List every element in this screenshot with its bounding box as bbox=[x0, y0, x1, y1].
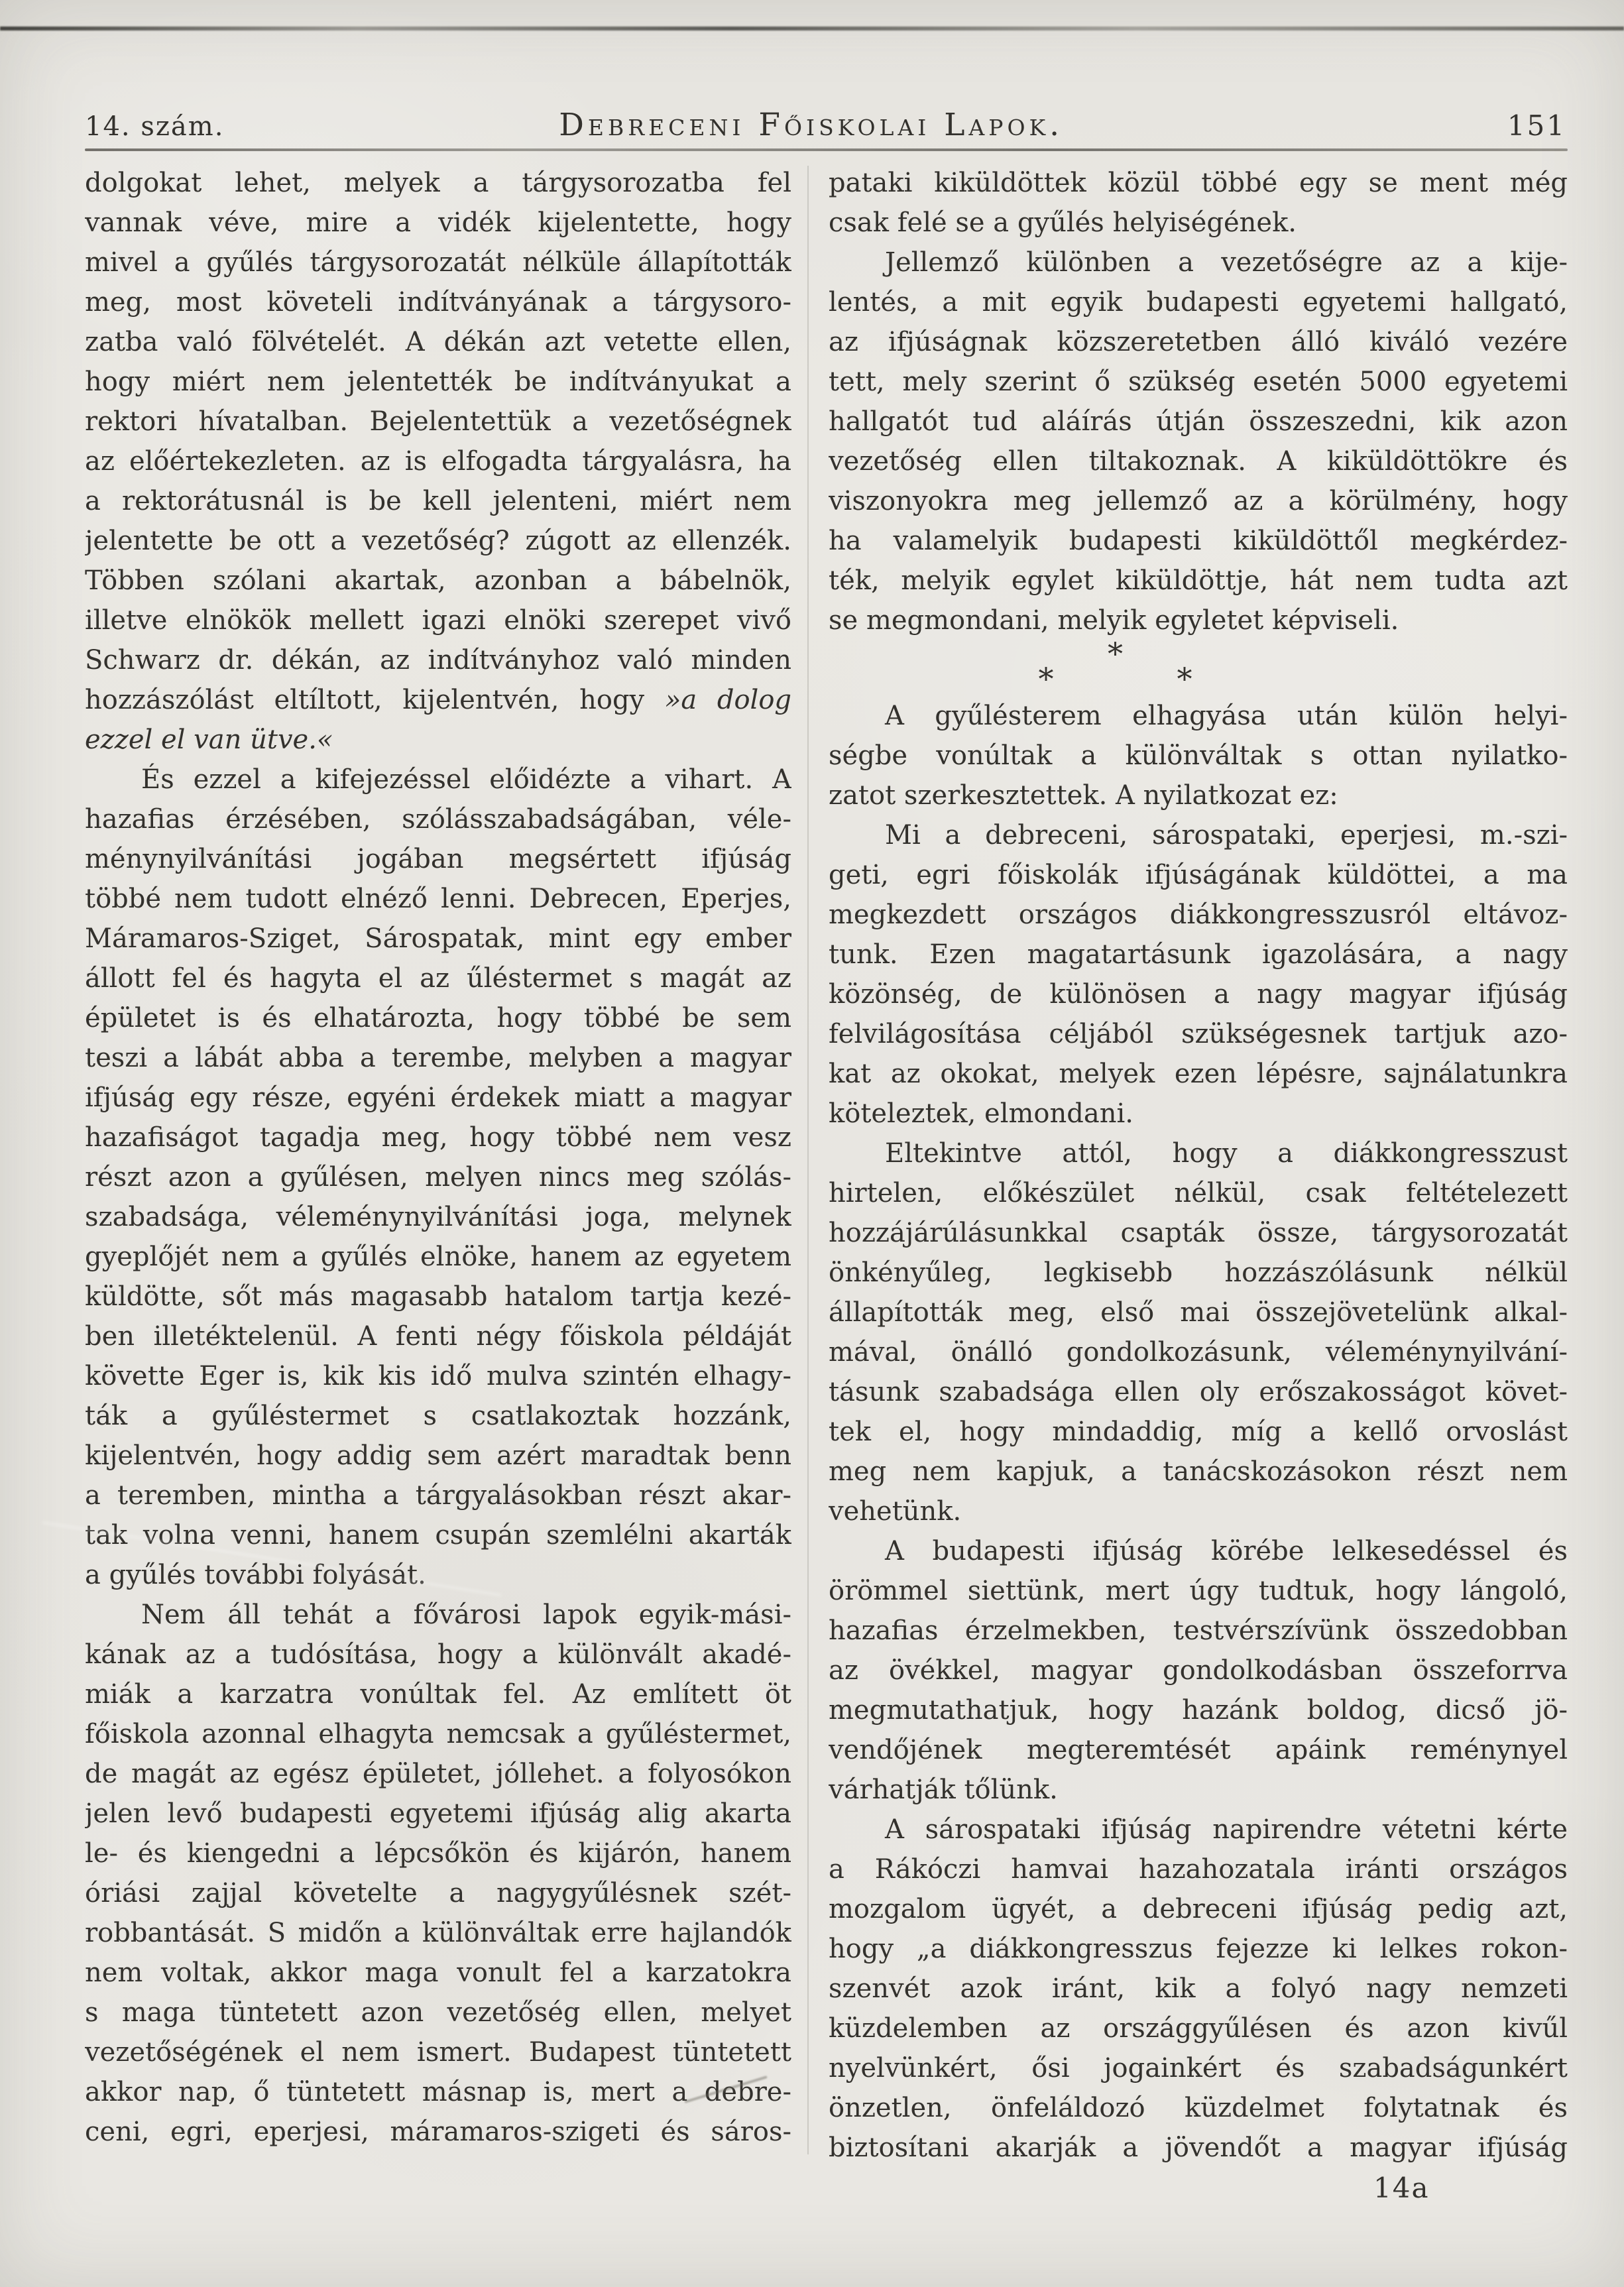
text-line: önzetlen, önfeláldozó küzdelmet folytatnak és bbox=[829, 2093, 1568, 2123]
text-line: óriási zajjal követelte a nagygyűlésnek szét- bbox=[85, 1878, 791, 1908]
text-line: többé nem tudott elnéző lenni. Debrecen, Eperjes, bbox=[85, 884, 791, 914]
text-line: kat az okokat, melyek ezen lépésre, sajnálatunkra bbox=[829, 1059, 1568, 1089]
text-line: Máramaros-Sziget, Sárospatak, mint egy ember bbox=[85, 923, 791, 954]
text-line: az övékkel, magyar gondolkodásban összeforrva bbox=[829, 1655, 1568, 1686]
text-line: akkor nap, ő tüntetett másnap is, mert a debre- bbox=[85, 2077, 791, 2107]
text-line: zatot szerkesztettek. A nyilatkozat ez: bbox=[829, 780, 1338, 811]
text-line: állott fel és hagyta el az űléstermet s magát az bbox=[85, 963, 791, 994]
text-line: lentés, a mit egyik budapesti egyetemi hallgató, bbox=[829, 287, 1568, 318]
text-line: megmutathatjuk, hogy hazánk boldog, dicső jö- bbox=[829, 1695, 1568, 1726]
text-line: hozzájárúlásunkkal csapták össze, tárgysorozatát bbox=[829, 1218, 1568, 1248]
text-line: mával, önálló gondolkozásunk, véleménynyilvání- bbox=[829, 1337, 1568, 1368]
text-line: küzdelemben az országgyűlésen és azon kivűl bbox=[829, 2013, 1568, 2044]
text-line: követte Eger is, kik kis idő mulva szintén elhagy- bbox=[85, 1361, 791, 1391]
text-line: vehetünk. bbox=[829, 1496, 962, 1527]
text-line: meg nem kapjuk, a tanácskozásokon részt nem bbox=[829, 1456, 1568, 1487]
text-line: gyeplőjét nem a gyűlés elnöke, hanem az egyetem bbox=[85, 1242, 791, 1272]
text-line: csak felé se a gyűlés helyiségének. bbox=[829, 207, 1297, 238]
text-line: a teremben, mintha a tárgyalásokban részt akar- bbox=[85, 1480, 791, 1511]
text-line: szenvét azok iránt, kik a folyó nagy nemzeti bbox=[829, 1973, 1568, 2004]
text-line: mozgalom ügyét, a debreceni ifjúság pedig azt, bbox=[829, 1894, 1568, 1924]
text-line: kának az a tudósítása, hogy a különvált akadé- bbox=[85, 1639, 791, 1670]
text-line: miák a karzatra vonúltak fel. Az említett öt bbox=[85, 1679, 791, 1710]
text-line: tek el, hogy mindaddig, míg a kellő orvoslást bbox=[829, 1417, 1568, 1447]
text-line: hirtelen, előkészület nélkül, csak feltételezett bbox=[829, 1178, 1568, 1208]
text-line: illetve elnökök mellett igazi elnöki szerepet vivő bbox=[85, 605, 791, 636]
page-number: 151 bbox=[1507, 109, 1566, 142]
text-line: tásunk szabadsága ellen oly erőszakosságot követ- bbox=[829, 1377, 1568, 1407]
text-line: tunk. Ezen magatartásunk igazolására, a nagy bbox=[829, 939, 1568, 970]
text-line: ifjúság egy része, egyéni érdekek miatt a magyar bbox=[85, 1083, 791, 1113]
text-line: megkezdett országos diákkongresszusról eltávoz- bbox=[829, 900, 1568, 930]
text-line: Többen szólani akartak, azonban a bábelnök, bbox=[85, 565, 791, 596]
text-line: dolgokat lehet, melyek a tárgysorozatba fel bbox=[85, 168, 791, 198]
text-line: közönség, de különösen a nagy magyar ifjúság bbox=[829, 979, 1568, 1010]
text-line: a Rákóczi hamvai hazahozatala iránti országos bbox=[829, 1854, 1568, 1885]
text-line: ha valamelyik budapesti kiküldöttől megkérdez- bbox=[829, 526, 1568, 556]
text-line: köteleztek, elmondani. bbox=[829, 1098, 1133, 1129]
text-line: Mi a debreceni, sárospataki, eperjesi, m.-szi- bbox=[885, 820, 1568, 850]
text-line: A sárospataki ifjúság napirendre vétetni kérte bbox=[885, 1814, 1568, 1845]
text-line: hazafias érzelmekben, testvérszívünk összedobban bbox=[829, 1615, 1568, 1646]
text-line: ségbe vonúltak a különváltak s ottan nyilatko- bbox=[829, 740, 1568, 771]
asterism-separator: * * * bbox=[1038, 636, 1192, 697]
text-line: tett, mely szerint ő szükség esetén 5000 egyetemi bbox=[829, 367, 1568, 397]
text-line: s maga tüntetett azon vezetőség ellen, melyet bbox=[85, 1997, 791, 2028]
article-body bbox=[85, 163, 1568, 2209]
text-line: a rektorátusnál is be kell jelenteni, miért nem bbox=[85, 486, 791, 516]
text-line: hozzászólást eltíltott, kijelentvén, hogy »a dolog bbox=[85, 685, 791, 715]
text-line: robbantását. S midőn a különváltak erre hajlandók bbox=[85, 1918, 791, 1948]
text-line: hazafiságot tagadja meg, hogy többé nem vesz bbox=[85, 1122, 791, 1153]
text-line: vezetőség ellen tiltakoznak. A kiküldöttökre és bbox=[829, 446, 1568, 477]
text-line: épületet is és elhatározta, hogy többé be sem bbox=[85, 1003, 791, 1033]
text-line: le- és kiengedni a lépcsőkön és kijárón, hanem bbox=[85, 1838, 791, 1869]
text-line: a gyűlés további folyását. bbox=[85, 1560, 426, 1590]
text-line: állapították meg, első mai összejövetelünk alkal- bbox=[829, 1297, 1568, 1328]
text-line: hazafias érzésében, szólásszabadságában, véle- bbox=[85, 804, 791, 835]
text-line: az előértekezleten. az is elfogadta tárgyalásra, ha bbox=[85, 446, 791, 477]
text-line: hogy „a diákkongresszus fejezze ki lelkes rokon- bbox=[829, 1934, 1568, 1964]
text-line: ték, melyik egylet kiküldöttje, hát nem tudta azt bbox=[829, 565, 1568, 596]
text-line: jelen levő budapesti egyetemi ifjúság alig akarta bbox=[85, 1798, 791, 1829]
text-line: se megmondani, melyik egyletet képviseli. bbox=[829, 605, 1399, 636]
left-column bbox=[85, 163, 791, 2209]
text-line: És ezzel a kifejezéssel előidézte a vihart. A bbox=[141, 764, 791, 795]
text-line: szabadsága, véleménynyilvánítási joga, melynek bbox=[85, 1202, 791, 1232]
text-line: kijelentvén, hogy addig sem azért maradtak benn bbox=[85, 1440, 791, 1471]
text-line: de magát az egész épületet, jóllehet. a folyosókon bbox=[85, 1759, 791, 1789]
text-line: teszi a lábát abba a terembe, melyben a magyar bbox=[85, 1043, 791, 1073]
text-line: részt azon a gyűlésen, melyen nincs meg szólás- bbox=[85, 1162, 791, 1193]
journal-title: Debreceni Főiskolai Lapok. bbox=[559, 107, 1064, 143]
text-line: pataki kiküldöttek közül többé egy se ment még bbox=[829, 168, 1568, 198]
text-line: nem voltak, akkor maga vonult fel a karzatokra bbox=[85, 1958, 791, 1988]
text-line: vezetőségének el nem ismert. Budapest tüntetett bbox=[85, 2037, 791, 2068]
text-line: jelentette be ott a vezetőség? zúgott az ellenzék. bbox=[85, 526, 791, 556]
text-line: Eltekintve attól, hogy a diákkongresszust bbox=[885, 1138, 1568, 1169]
text-line: önkényűleg, legkisebb hozzászólásunk nélkül bbox=[829, 1258, 1568, 1288]
text-line: mivel a gyűlés tárgysorozatát nélküle állapították bbox=[85, 247, 791, 278]
text-line: várhatják tőlünk. bbox=[829, 1775, 1058, 1805]
text-line: geti, egri főiskolák ifjúságának küldöttei, a ma bbox=[829, 860, 1568, 890]
text-line: felvilágosítása céljából szükségesnek tartjuk azo- bbox=[829, 1019, 1568, 1049]
text-line: ceni, egri, eperjesi, máramaros-szigeti és sáros- bbox=[85, 2117, 791, 2147]
text-line: örömmel siettünk, mert úgy tudtuk, hogy lángoló, bbox=[829, 1576, 1568, 1606]
text-line: az ifjúságnak közszeretetben álló kiváló vezére bbox=[829, 327, 1568, 357]
text-line: vannak véve, mire a vidék kijelentette, hogy bbox=[85, 207, 791, 238]
text-line: hogy miért nem jelentették be indítványukat a bbox=[85, 367, 791, 397]
text-line: hallgatót tud aláírás útján összeszedni, kik azon bbox=[829, 406, 1568, 437]
text-line: ták a gyűléstermet s csatlakoztak hozzánk, bbox=[85, 1401, 791, 1431]
text-line: főiskola azonnal elhagyta nemcsak a gyűléstermet, bbox=[85, 1719, 791, 1749]
header-rule bbox=[85, 148, 1568, 151]
right-column bbox=[829, 163, 1568, 2209]
text-line: ezzel el van ütve.« bbox=[85, 725, 333, 755]
text-line: rektori hívatalban. Bejelentettük a vezetőségnek bbox=[85, 406, 791, 437]
text-line: zatba való fölvételét. A dékán azt vetette ellen, bbox=[85, 327, 791, 357]
text-line: nyelvünkért, ősi jogainkért és szabadságunkért bbox=[829, 2053, 1568, 2083]
scan-artifact-band bbox=[0, 27, 1624, 30]
text-line: ménynyilvánítási jogában megsértett ifjúság bbox=[85, 844, 791, 874]
text-line: Nem áll tehát a fővárosi lapok egyik-mási- bbox=[141, 1600, 791, 1630]
text-line: küldötte, sőt más magasabb hatalom tartja kezé- bbox=[85, 1281, 791, 1312]
issue-number: 14. szám. bbox=[85, 111, 225, 142]
text-line: ben illetéktelenül. A fenti négy főiskola példáját bbox=[85, 1321, 791, 1352]
text-line: Jellemző különben a vezetőségre az a kije- bbox=[885, 247, 1568, 278]
text-line: A budapesti ifjúság körébe lelkesedéssel és bbox=[885, 1536, 1568, 1566]
page-header bbox=[85, 103, 1568, 142]
text-line: meg, most követeli indítványának a tárgysoro- bbox=[85, 287, 791, 318]
text-line: Schwarz dr. dékán, az indítványhoz való minden bbox=[85, 645, 791, 675]
text-line: viszonyokra meg jellemző az a körülmény, hogy bbox=[829, 486, 1568, 516]
text-line: biztosítani akarják a jövendőt a magyar ifjúság bbox=[829, 2133, 1568, 2163]
text-line: tak volna venni, hanem csupán szemlélni akarták bbox=[85, 1520, 791, 1551]
text-line: vendőjének megteremtését apáink reménynyel bbox=[829, 1735, 1568, 1765]
signature-mark: 14a bbox=[1373, 2172, 1430, 2204]
text-line: A gyűlésterem elhagyása után külön helyi- bbox=[885, 701, 1568, 731]
